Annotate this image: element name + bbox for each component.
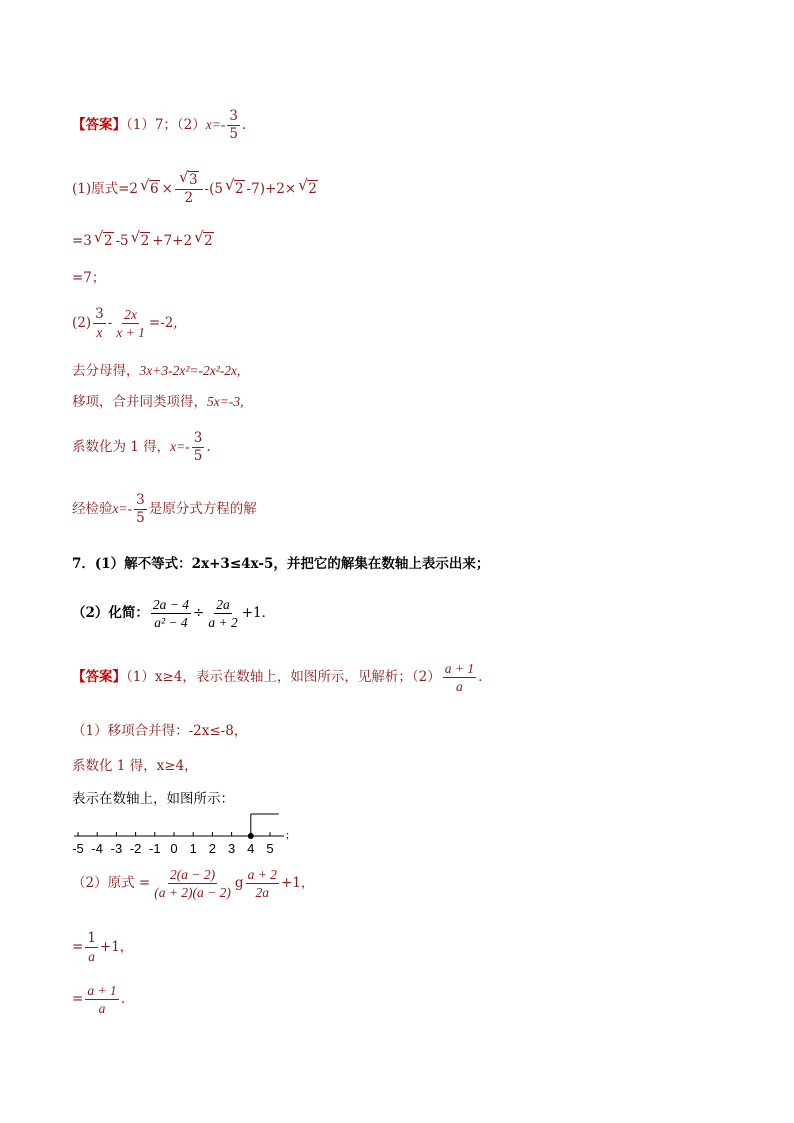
fraction: $\frac{2(a - 2)}{(a + 2)(a - 2)}$ <box>154 867 231 900</box>
solution-line-6: 移项，合并同类项得，5x=-3, <box>72 394 244 410</box>
fraction: $\frac{3}{5}$ <box>193 430 203 464</box>
fraction: $\frac{2a}{a + 2}$ <box>208 597 238 630</box>
solution-line-2: =3 √ 2 -5 √ 2 +7+2 √ 2 <box>72 228 213 249</box>
solution-line-8: 经检验x=- $\frac{3}{5}$ 是原分式方程的解 <box>72 492 257 526</box>
solution-line-5: 去分母得，3x+3-2x²=-2x²-2x, <box>72 363 241 379</box>
number-line-label: 2 <box>208 841 217 856</box>
number-line-label: 0 <box>170 841 178 856</box>
number-line-label: -1 <box>149 841 161 856</box>
answer-line-2: 【答案】（1）x≥4，表示在数轴上，如图所示，见解析；（2） $\frac{a + 1}{a}$ . <box>72 661 483 694</box>
fraction: $\frac{2x}{x + 1}$ <box>116 307 145 340</box>
number-line <box>70 808 300 858</box>
fraction: $\frac{a + 2}{2a}$ <box>247 867 277 900</box>
solution-line-1: (1)原式=2 √ 6 × √ 3 2 -(5 √ 2 -7)+2× √ 2 <box>72 168 317 206</box>
step-line-2: 系数化 1 得，x≥4， <box>72 758 198 774</box>
answer-tag: 【答案】 <box>72 117 126 133</box>
step-line-1: （1）移项合并得：-2x≤-8， <box>72 723 248 739</box>
number-line-label: 1 <box>189 841 197 856</box>
number-line-label: 3 <box>227 841 236 856</box>
number-line-label: -3 <box>110 841 123 856</box>
solution-line-3: =7； <box>72 270 106 286</box>
sqrt-2: √ 2 <box>130 228 150 249</box>
fraction: $\frac{a + 1}{a}$ <box>87 983 117 1016</box>
answer-text: （1）7；（2） <box>126 117 206 133</box>
question-7-line-2: （2）化简： $\frac{2a - 4}{\text{a² − 4}}$ ÷ $\frac{2a}{a + 2}$ +1． <box>72 597 276 630</box>
sqrt-2: √ 2 <box>194 228 213 249</box>
step-line-3: 表示在数轴上，如图所示： <box>72 791 234 807</box>
number-line-label: -5 <box>72 841 84 856</box>
number-line-arrow: ; <box>286 829 290 841</box>
number-line-label: -4 <box>91 841 103 856</box>
step-line-6: = $\frac{a + 1}{a}$ . <box>72 983 125 1016</box>
number-line-label: 4 <box>247 841 255 856</box>
sqrt-2: √ 2 <box>224 176 244 197</box>
question-7-line-1: 7．(1）解不等式：2x+3≤4x-5，并把它的解集在数轴上表示出来； <box>72 556 490 572</box>
fraction: $\frac{a + 1}{a}$ <box>444 661 475 694</box>
sqrt-2: √ 2 <box>93 228 113 249</box>
answer-tag: 【答案】 <box>72 669 126 685</box>
solution-line-7: 系数化为 1 得，x=- $\frac{3}{5}$ . <box>72 430 211 464</box>
fraction: $\frac{3}{5}$ <box>229 108 238 142</box>
number-line-label: -2 <box>129 841 142 856</box>
sqrt-6: √ 6 <box>140 176 159 197</box>
fraction: $\frac{2a - 4}{\text{a² − 4}}$ <box>152 597 190 630</box>
fraction: $\frac{3}{5}$ <box>136 492 145 526</box>
step-line-4: （2）原式 = $\frac{2(a - 2)}{(a + 2)(a - 2)}$ g $\frac{a + 2}{2a}$ +1， <box>72 867 315 900</box>
fraction-sqrt3-over-2: √ 3 2 <box>175 172 203 207</box>
answer-x: x=- <box>205 117 226 132</box>
solution-line-4: (2) $\frac{3}{x}$ - $\frac{2x}{x + 1}$ =-2, <box>72 306 178 340</box>
number-line-label: 5 <box>266 841 274 856</box>
fraction: $\frac{1}{a}$ <box>87 930 96 964</box>
sqrt-2: √ 2 <box>298 176 317 197</box>
solution-point <box>248 833 254 839</box>
fraction: $\frac{3}{x}$ <box>95 306 104 340</box>
step-line-5: = $\frac{1}{a}$ +1， <box>72 930 134 964</box>
answer-line-1: 【答案】（1）7；（2）x=- $\frac{3}{5}$ . <box>72 108 247 142</box>
